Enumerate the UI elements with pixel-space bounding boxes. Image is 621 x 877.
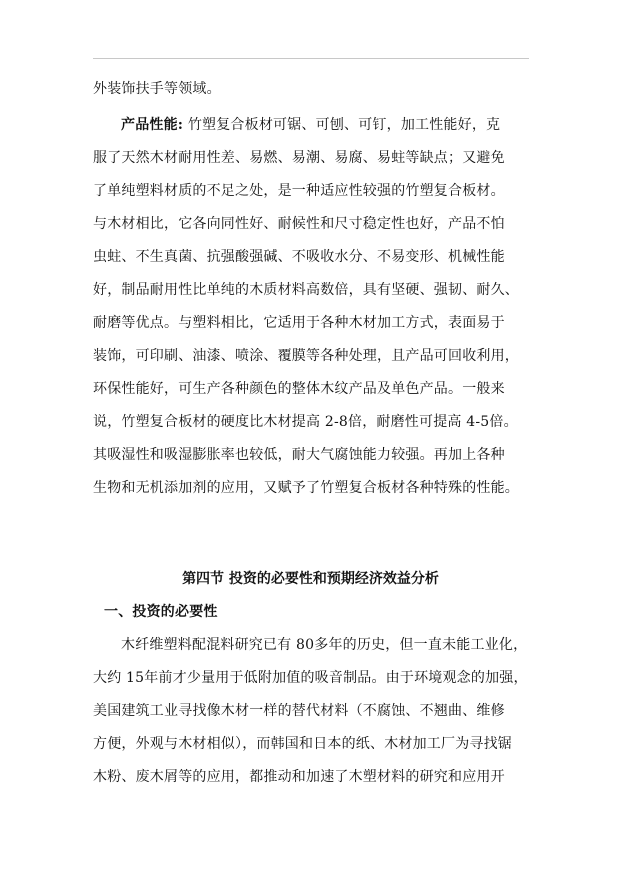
body-text-line [121, 116, 500, 134]
body-text-line: 其吸湿性和吸湿膨胀率也较低，耐大气腐蚀能力较强。再加上各种 [93, 447, 505, 463]
body-text-line: 外装饰扶手等领域。 [93, 81, 221, 97]
subheading: 一、投资的必要性 [104, 604, 218, 620]
body-text-line: 耐磨等优点。与塑料相比，它适用于各种木材加工方式，表面易于 [93, 315, 505, 331]
section-title: 第四节 投资的必要性和预期经济效益分析 [182, 571, 439, 587]
body-text-line: 美国建筑工业寻找像木材一样的替代材料（不腐蚀、不翘曲、维修 [93, 703, 505, 719]
body-text-line: 服了天然木材耐用性差、易燃、易潮、易腐、易蛀等缺点；又避免 [93, 150, 505, 166]
body-text-line: 大约 15年前才少量用于低附加值的吸音制品。由于环境观念的加强， [93, 670, 528, 686]
body-text-line: 方便，外观与木材相似），而韩国和日本的纸、木材加工厂为寻找锯 [93, 736, 512, 752]
body-text-line: 好，制品耐用性比单纯的木质材料高数倍，具有坚硬、强韧、耐久、 [93, 282, 519, 298]
product-performance-label: 产品性能: [121, 117, 184, 133]
body-text-line: 木粉、废木屑等的应用，都推动和加速了木塑材料的研究和应用开 [93, 769, 505, 785]
body-text-line: 装饰，可印刷、油漆、喷涂、覆膜等各种处理，且产品可回收利用， [93, 348, 519, 364]
body-text-line: 了单纯塑料材质的不足之处，是一种适应性较强的竹塑复合板材。 [93, 183, 505, 199]
body-text-fragment: 竹塑复合板材可锯、可刨、可钉，加工性能好，克 [183, 117, 501, 133]
header-rule [93, 58, 529, 59]
body-text-line: 环保性能好，可生产各种颜色的整体木纹产品及单色产品。一般来 [93, 381, 505, 397]
body-text-line: 生物和无机添加剂的应用，又赋予了竹塑复合板材各种特殊的性能。 [93, 480, 519, 496]
body-text-line: 说，竹塑复合板材的硬度比木材提高 2-8倍，耐磨性可提高 4-5倍。 [93, 414, 518, 430]
body-text-line: 与木材相比，它各向同性好、耐候性和尺寸稳定性也好，产品不怕 [93, 216, 505, 232]
body-text-line: 木纤维塑料配混料研究已有 80多年的历史，但一直未能工业化， [121, 637, 528, 653]
body-text-line: 虫蛀、不生真菌、抗强酸强碱、不吸收水分、不易变形、机械性能 [93, 249, 505, 265]
